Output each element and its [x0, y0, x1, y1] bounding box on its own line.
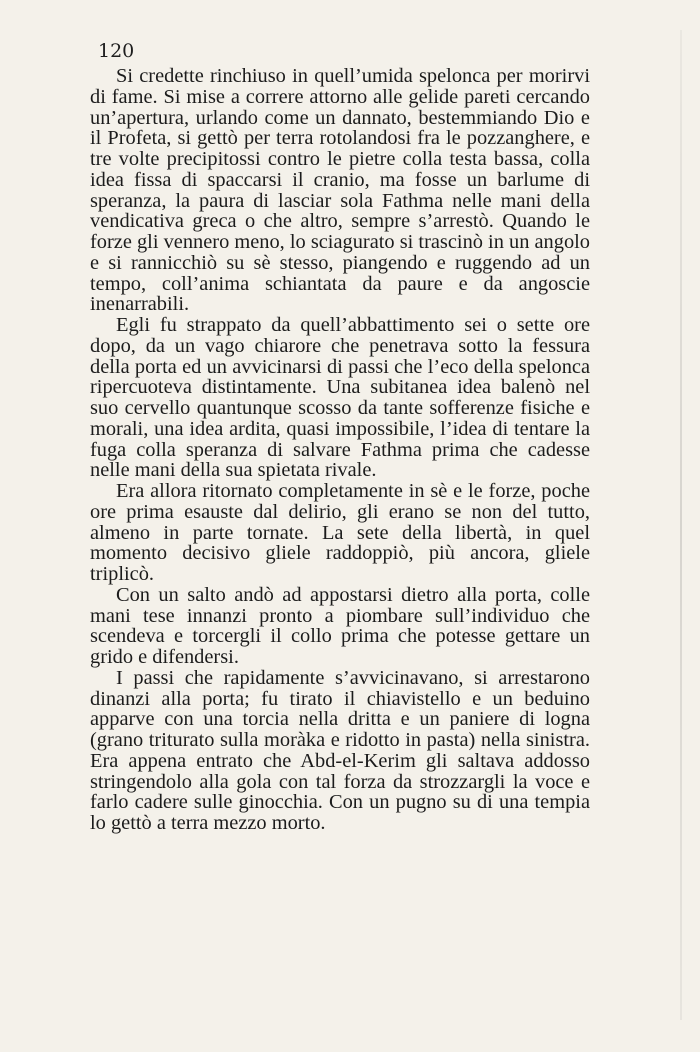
paragraph-5: I passi che rapidamente s’avvicinavano, si arrestarono dinanzi alla porta; fu tirato il chiavistello e un beduino apparve con una torcia nella dritta e un paniere di logna (grano triturato sulla moràka e ridotto in pasta) nella sinistra. Era appena entrato che Abd-el-Kerim gli saltava addosso stringendolo alla gola con tal forza da strozzargli la voce e farlo cadere sulle ginocchia. Con un pugno su di una tempia lo gettò a terra mezzo morto.: [90, 666, 590, 834]
paragraph-3: Era allora ritornato completamente in sè e le forze, poche ore prima esauste dal delirio, gli erano se non del tutto, almeno in parte tornate. La sete della libertà, in quel momento decisivo gliele raddoppiò, più ancora, gliele triplicò.: [90, 480, 590, 585]
paragraph-2: Egli fu strappato da quell’abbattimento sei o sette ore dopo, da un vago chiarore che penetrava sotto la fessura della porta ed un avvicinarsi di passi che l’eco della spelonca ripercuoteva distintamente. Una subitanea idea balenò nel suo cervello quantunque scosso da tante sofferenze fisiche e morali, una idea ardita, quasi impossibile, l’idea di tentare la fuga colla speranza di salvare Fathma prima che cadesse nelle mani della sua spietata rivale.: [90, 314, 590, 482]
page-edge-shadow: [680, 30, 682, 1020]
page-number: 120: [98, 40, 135, 62]
paragraph-1: Si credette rinchiuso in quell’umida spelonca per morirvi di fame. Si mise a correre attorno alle gelide pareti cercando un’apertura, urlando come un dannato, bestemmiando Dio e il Profeta, si gettò per terra rotolandosi fra le pozzanghere, e tre volte precipitossi contro le pietre colla testa bassa, colla idea fissa di spaccarsi il cranio, ma fosse un barlume di speranza, la paura di lasciar sola Fathma nelle mani della vendicativa greca o che altro, sempre s’arrestò. Quando le forze gli vennero meno, lo sciagurato si trascinò in un angolo e si rannicchiò su sè stesso, piangendo e ruggendo ad un tempo, coll’anima schiantata da paure e da angoscie inenarrabili.: [90, 65, 590, 316]
text-block: [90, 66, 590, 834]
paragraph-4: Con un salto andò ad appostarsi dietro alla porta, colle mani tese innanzi pronto a piombare sull’individuo che scendeva e torcergli il collo prima che potesse gettare un grido e difendersi.: [90, 583, 590, 668]
